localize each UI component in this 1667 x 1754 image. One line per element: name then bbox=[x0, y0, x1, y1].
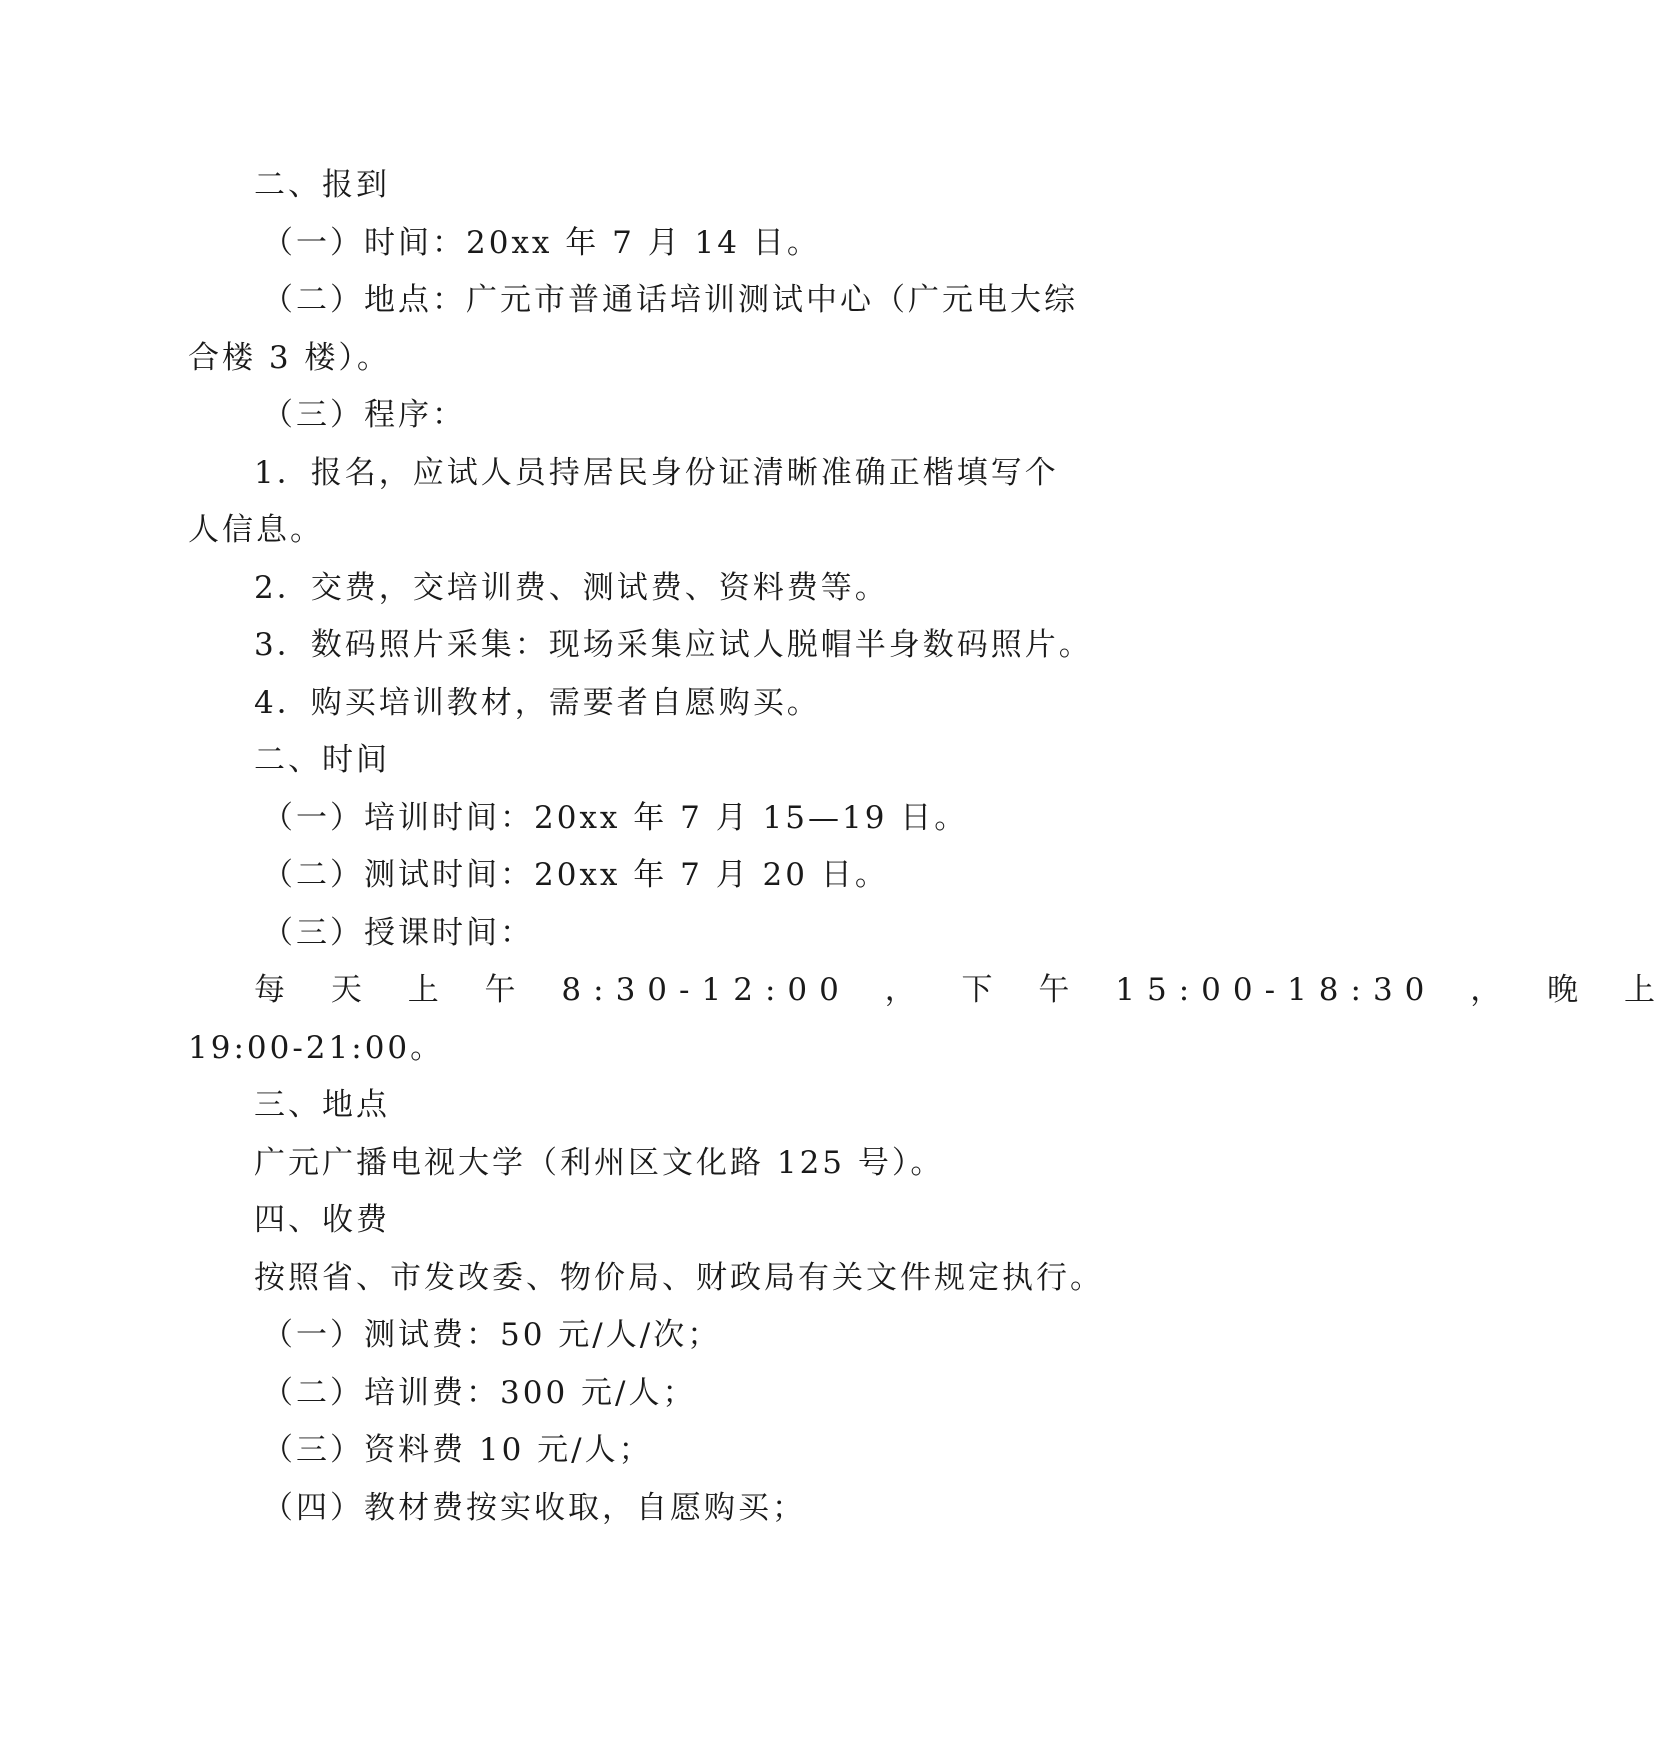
procedure-step-3: 3．数码照片采集：现场采集应试人脱帽半身数码照片。 bbox=[254, 627, 1093, 663]
fee-test: （一）测试费：50 元/人/次； bbox=[262, 1317, 722, 1353]
section-heading-registration: 二、报到 bbox=[254, 167, 390, 203]
procedure-step-2: 2．交费，交培训费、测试费、资料费等。 bbox=[254, 570, 889, 606]
registration-location-continued: 合楼 3 楼）。 bbox=[188, 340, 391, 376]
fees-regulation: 按照省、市发改委、物价局、财政局有关文件规定执行。 bbox=[254, 1260, 1104, 1296]
registration-time: （一）时间：20xx 年 7 月 14 日。 bbox=[262, 225, 821, 261]
class-time-heading: （三）授课时间： bbox=[262, 915, 534, 951]
fee-textbooks: （四）教材费按实收取，自愿购买； bbox=[262, 1490, 806, 1526]
training-time: （一）培训时间：20xx 年 7 月 15—19 日。 bbox=[262, 800, 969, 836]
procedure-step-1-continued: 人信息。 bbox=[188, 512, 324, 548]
fee-training: （二）培训费：300 元/人； bbox=[262, 1375, 697, 1411]
section-heading-location: 三、地点 bbox=[254, 1087, 390, 1123]
registration-procedure-heading: （三）程序： bbox=[262, 397, 466, 433]
registration-location: （二）地点：广元市普通话培训测试中心（广元电大综 bbox=[262, 282, 1078, 318]
test-time: （二）测试时间：20xx 年 7 月 20 日。 bbox=[262, 857, 889, 893]
section-heading-time: 二、时间 bbox=[254, 742, 390, 778]
procedure-step-4: 4．购买培训教材，需要者自愿购买。 bbox=[254, 685, 821, 721]
section-heading-fees: 四、收费 bbox=[254, 1202, 390, 1238]
procedure-step-1: 1．报名，应试人员持居民身份证清晰准确正楷填写个 bbox=[254, 455, 1059, 491]
class-time-schedule-continued: 19:00-21:00。 bbox=[188, 1030, 445, 1066]
fee-materials: （三）资料费 10 元/人； bbox=[262, 1432, 653, 1468]
class-time-schedule: 每 天 上 午 8:30-12:00 ， 下 午 15:00-18:30 ， 晚 上 bbox=[254, 972, 1667, 1008]
location-address: 广元广播电视大学（利州区文化路 125 号）。 bbox=[254, 1145, 945, 1181]
